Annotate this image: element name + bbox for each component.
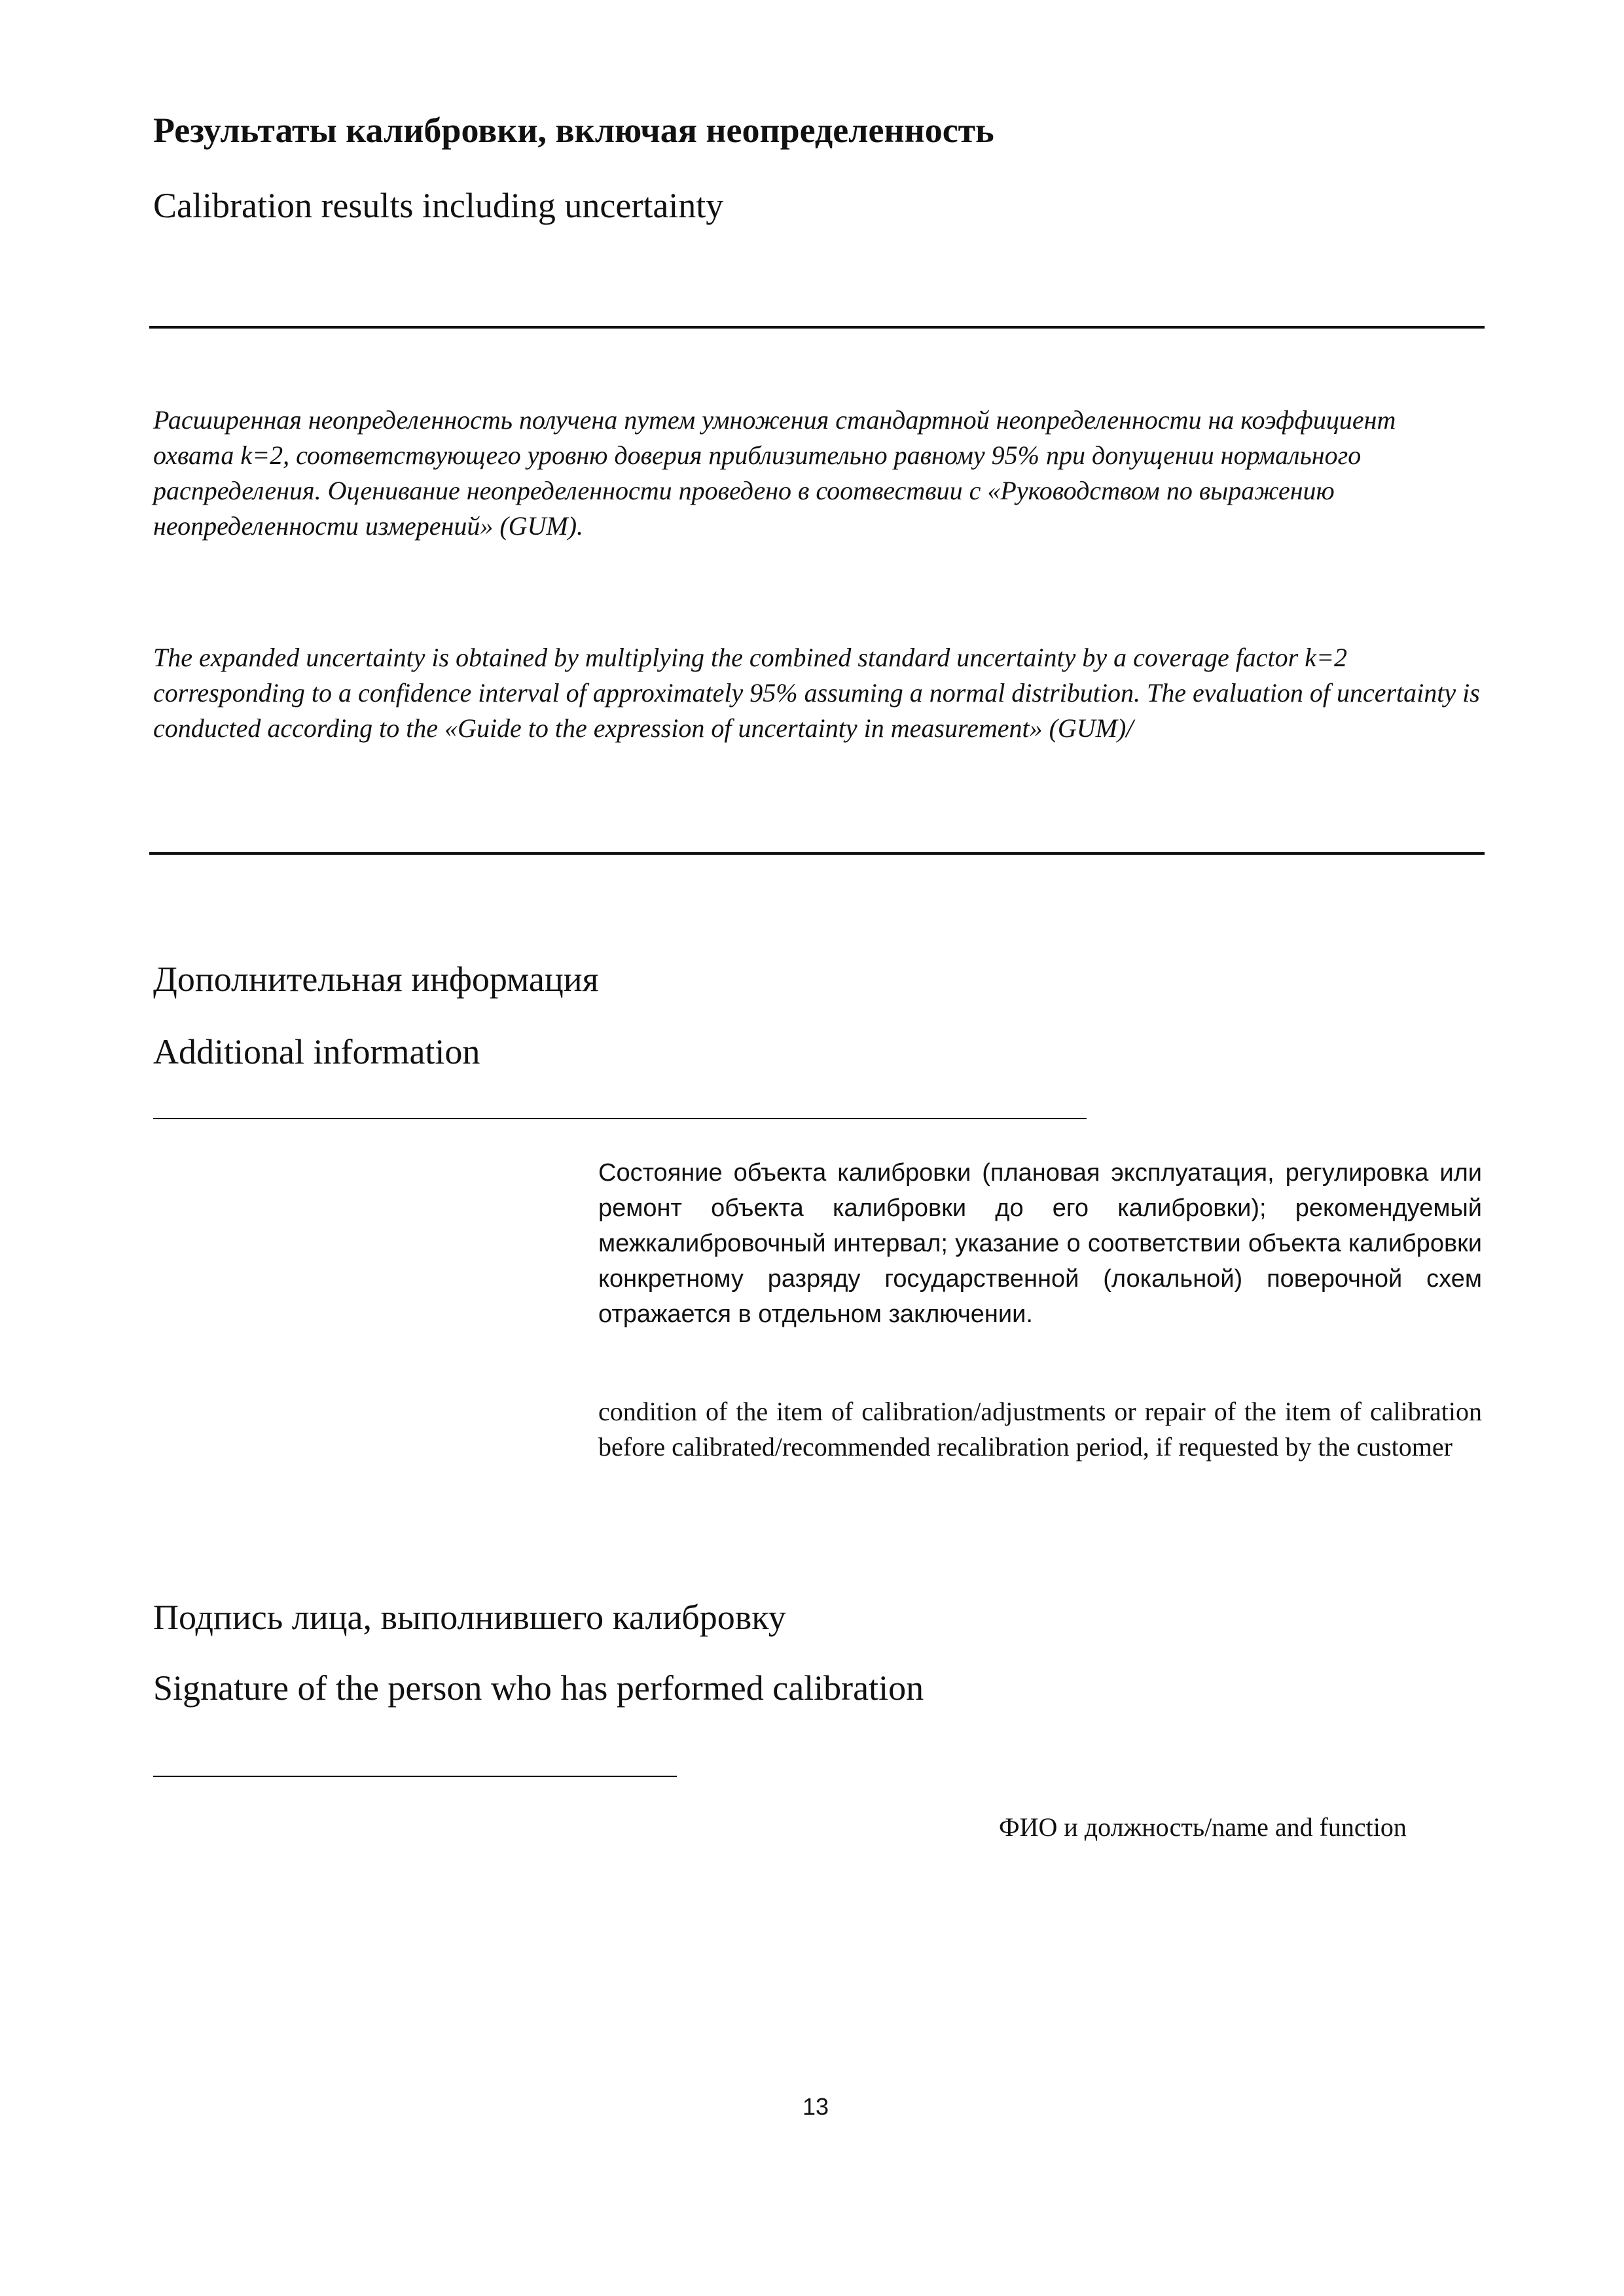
additional-title-en: Additional information	[153, 1032, 480, 1071]
additional-text-en: condition of the item of calibration/adjustments or repair of the item of calibration before calibrated/recommended recalibration period, if requested by the customer	[598, 1397, 1482, 1462]
additional-underline	[153, 1118, 1087, 1119]
uncertainty-note-ru: Расширенная неопределенность получена путем умножения стандартной неопределенности на коэффициент охвата k=2, соответствующего уровню доверия приблизительно равному 95% при допущении нормального распределения. Оценивание неопределенности проведено в соотвествии с «Руководством по выражению неопределенности измерений» (GUM).	[153, 405, 1396, 541]
additional-title-ru: Дополнительная информация	[153, 960, 599, 999]
calibration-title-ru: Результаты калибровки, включая неопределенность	[153, 111, 994, 150]
signature-title-en: Signature of the person who has performed calibration	[153, 1668, 924, 1708]
page-number: 13	[803, 2093, 829, 2120]
section-divider	[149, 326, 1485, 329]
section-divider	[149, 852, 1485, 855]
uncertainty-note-en: The expanded uncertainty is obtained by multiplying the combined standard uncertainty by a coverage factor k=2 corresponding to a confidence interval of approximately 95% assuming a normal distribution. The evaluation of uncertainty is conducted according to the «Guide to the expression of uncertainty in measurement» (GUM)/	[153, 643, 1480, 743]
additional-text-ru: Состояние объекта калибровки (плановая эксплуатация, регулировка или ремонт объекта калибровки до его калибровки); рекомендуемый межкалибровочный интервал; указание о соответствии объекта калибровки конкретному разряду государственной (локальной) поверочной схем отражается в отдельном заключении.	[598, 1159, 1482, 1328]
signature-title-ru: Подпись лица, выполнившего калибровку	[153, 1598, 786, 1637]
signature-line	[153, 1776, 677, 1777]
calibration-title-en: Calibration results including uncertainty	[153, 186, 724, 225]
signature-caption: ФИО и должность/name and function	[999, 1812, 1407, 1842]
